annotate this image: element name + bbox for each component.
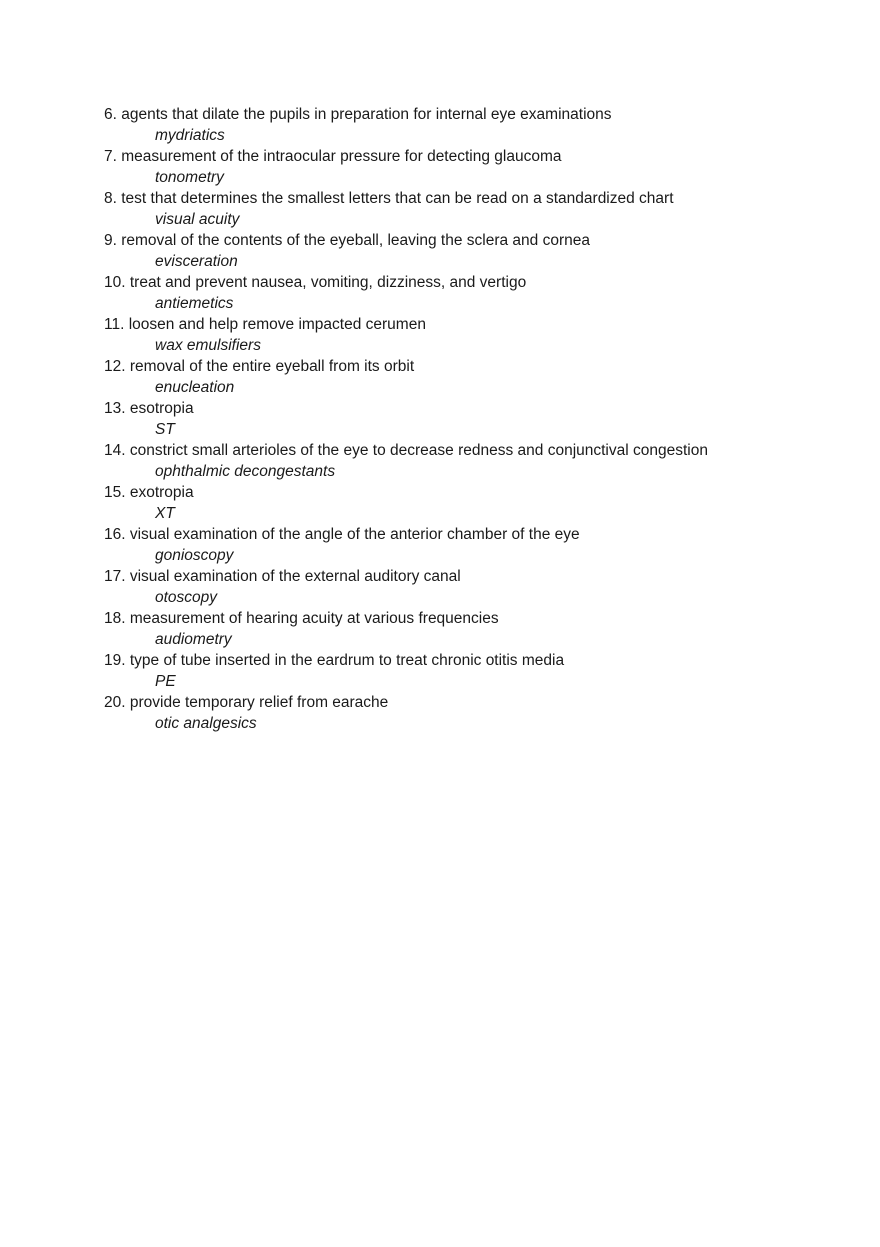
answer-text: otoscopy (155, 589, 218, 606)
answer-text: XT (155, 505, 175, 522)
list-item (104, 482, 824, 524)
answer-text: visual acuity (155, 211, 240, 228)
question-text: 18. measurement of hearing acuity at various frequencies (104, 610, 499, 627)
list-item (104, 272, 824, 314)
answer-text: mydriatics (155, 127, 225, 144)
list-item (104, 230, 824, 272)
list-item (104, 692, 824, 734)
question-text: 11. loosen and help remove impacted cerumen (104, 316, 426, 333)
question-text: 12. removal of the entire eyeball from its orbit (104, 358, 415, 375)
list-item (104, 566, 824, 608)
question-text: 10. treat and prevent nausea, vomiting, dizziness, and vertigo (104, 274, 527, 291)
answer-text: wax emulsifiers (155, 337, 261, 354)
question-text: 16. visual examination of the angle of the anterior chamber of the eye (104, 526, 580, 543)
answer-text: ophthalmic decongestants (155, 463, 336, 480)
question-text: 17. visual examination of the external auditory canal (104, 568, 461, 585)
list-item (104, 650, 824, 692)
answer-text: ST (155, 421, 175, 438)
list-item (104, 146, 824, 188)
answer-text: enucleation (155, 379, 235, 396)
list-item (104, 524, 824, 566)
answer-text: antiemetics (155, 295, 234, 312)
list-item (104, 314, 824, 356)
question-text: 19. type of tube inserted in the eardrum to treat chronic otitis media (104, 652, 565, 669)
answer-text: gonioscopy (155, 547, 234, 564)
list-item (104, 104, 824, 146)
answer-text: evisceration (155, 253, 238, 270)
list-item (104, 440, 824, 482)
list-item (104, 356, 824, 398)
answer-text: audiometry (155, 631, 232, 648)
question-answer-list (104, 104, 824, 734)
question-text: 15. exotropia (104, 484, 194, 501)
question-text: 7. measurement of the intraocular pressure for detecting glaucoma (104, 148, 562, 165)
question-text: 9. removal of the contents of the eyeball, leaving the sclera and cornea (104, 232, 590, 249)
list-item (104, 398, 824, 440)
answer-text: PE (155, 673, 176, 690)
question-text: 14. constrict small arterioles of the eye to decrease redness and conjunctival congestion (104, 442, 708, 459)
answer-text: otic analgesics (155, 715, 257, 732)
question-text: 13. esotropia (104, 400, 194, 417)
list-item (104, 188, 824, 230)
list-item (104, 608, 824, 650)
answer-text: tonometry (155, 169, 224, 186)
question-text: 6. agents that dilate the pupils in preparation for internal eye examinations (104, 106, 612, 123)
question-text: 8. test that determines the smallest letters that can be read on a standardized chart (104, 190, 674, 207)
question-text: 20. provide temporary relief from earache (104, 694, 389, 711)
